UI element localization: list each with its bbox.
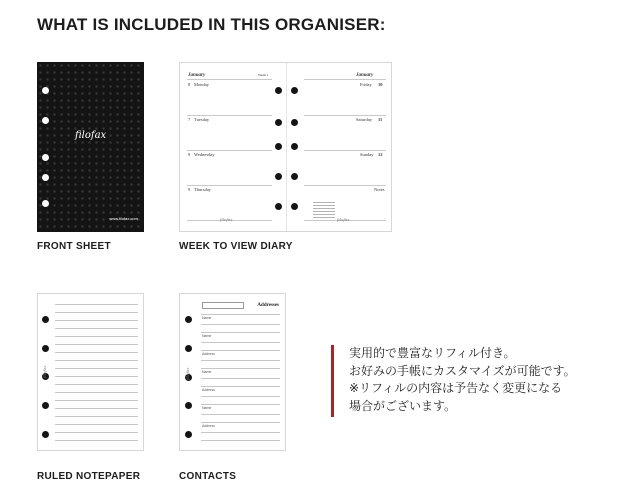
diary-caption: WEEK TO VIEW DIARY bbox=[179, 241, 293, 252]
contacts-field-label: Name bbox=[202, 316, 212, 320]
note-accent-bar bbox=[331, 345, 334, 417]
contacts-image bbox=[179, 293, 286, 451]
punch-hole-icon bbox=[42, 431, 49, 438]
punch-hole-icon bbox=[42, 174, 49, 181]
diary-day: Sunday bbox=[360, 152, 374, 157]
ruled-notepaper-image bbox=[37, 293, 144, 451]
diary-day: Thursday bbox=[194, 187, 211, 192]
diary-date: 12 bbox=[378, 152, 383, 157]
diary-day: Wednesday bbox=[194, 152, 215, 157]
note-line: ※リフィルの内容は予告なく変更になる bbox=[349, 381, 563, 395]
contacts-tab-box bbox=[202, 302, 244, 309]
ruled-brand: filofax bbox=[42, 365, 47, 378]
contacts-field-label: Name bbox=[202, 334, 212, 338]
contacts-field-label: Address bbox=[202, 388, 215, 392]
punch-hole-icon bbox=[291, 143, 298, 150]
punch-hole-icon bbox=[42, 316, 49, 323]
punch-hole-icon bbox=[185, 345, 192, 352]
contacts-field-label: Name bbox=[202, 406, 212, 410]
punch-hole-icon bbox=[291, 173, 298, 180]
diary-day: Monday bbox=[194, 82, 209, 87]
punch-hole-icon bbox=[275, 203, 282, 210]
punch-hole-icon bbox=[42, 117, 49, 124]
punch-hole-icon bbox=[275, 173, 282, 180]
page-heading: WHAT IS INCLUDED IN THIS ORGANISER: bbox=[37, 15, 386, 34]
front-sheet-url: www.filofax.com bbox=[109, 216, 138, 221]
diary-date: 9 bbox=[188, 152, 191, 157]
contacts-field-label: Name bbox=[202, 370, 212, 374]
punch-hole-icon bbox=[185, 316, 192, 323]
spine-divider bbox=[286, 63, 287, 231]
punch-hole-icon bbox=[42, 345, 49, 352]
diary-date: 11 bbox=[378, 117, 383, 122]
punch-hole-icon bbox=[275, 143, 282, 150]
punch-hole-icon bbox=[42, 87, 49, 94]
diary-day: Tuesday bbox=[194, 117, 210, 122]
ruled-notepaper-caption: RULED NOTEPAPER bbox=[37, 471, 141, 482]
week-to-view-diary-image bbox=[179, 62, 392, 232]
contacts-field-label: Address bbox=[202, 424, 215, 428]
diary-date: 10 bbox=[378, 82, 383, 87]
front-sheet-image bbox=[37, 62, 144, 232]
punch-hole-icon bbox=[291, 87, 298, 94]
punch-hole-icon bbox=[185, 402, 192, 409]
note-line: 場合がございます。 bbox=[349, 398, 457, 413]
diary-date: 9 bbox=[188, 187, 191, 192]
punch-hole-icon bbox=[185, 431, 192, 438]
contacts-field-label: Address bbox=[202, 352, 215, 356]
contacts-caption: CONTACTS bbox=[179, 471, 237, 482]
front-sheet-caption: FRONT SHEET bbox=[37, 241, 111, 252]
diary-notes-label: Notes bbox=[374, 187, 385, 192]
punch-hole-icon bbox=[275, 119, 282, 126]
week-number: Week 1 bbox=[258, 73, 269, 77]
punch-hole-icon bbox=[291, 119, 298, 126]
note-line: 実用的で豊富なリフィル付き。 bbox=[349, 346, 516, 360]
right-month: January bbox=[356, 73, 374, 78]
punch-hole-icon bbox=[42, 154, 49, 161]
punch-hole-icon bbox=[291, 203, 298, 210]
punch-hole-icon bbox=[275, 87, 282, 94]
diary-day: Friday bbox=[360, 82, 372, 87]
diary-brand: filofax bbox=[220, 217, 233, 222]
refill-note bbox=[349, 345, 634, 415]
contacts-title: Addresses bbox=[257, 303, 279, 308]
filofax-logo: filofax bbox=[75, 130, 107, 141]
note-line: お好みの手帳にカスタマイズが可能です。 bbox=[349, 363, 576, 378]
diary-date: 8 bbox=[188, 82, 191, 87]
left-month: January bbox=[188, 73, 206, 78]
diary-day: Saturday bbox=[356, 117, 372, 122]
diary-brand: filofax bbox=[337, 217, 350, 222]
contacts-brand: filofax bbox=[185, 367, 190, 380]
diary-date: 7 bbox=[188, 117, 191, 122]
punch-hole-icon bbox=[42, 200, 49, 207]
punch-hole-icon bbox=[42, 402, 49, 409]
mini-calendar bbox=[313, 201, 335, 221]
